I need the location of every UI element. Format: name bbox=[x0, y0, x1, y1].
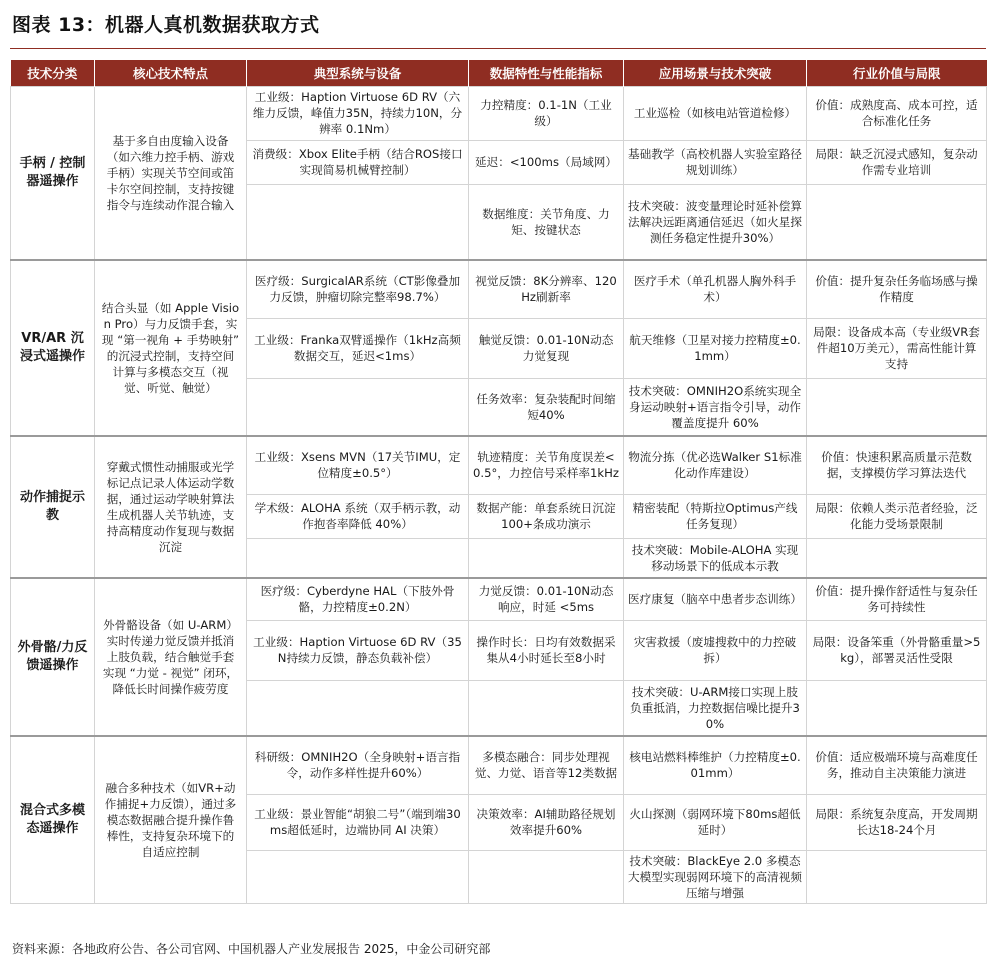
scene-cell: 基础教学（高校机器人实验室路径规划训练） bbox=[624, 140, 807, 184]
scene-cell: 技术突破：U-ARM接口实现上肢负重抵消，力控数据信噪比提升30% bbox=[624, 680, 807, 736]
header-cell: 应用场景与技术突破 bbox=[624, 60, 807, 86]
feature-cell: 融合多种技术（如VR+动作捕捉+力反馈），通过多模态数据融合提升操作鲁棒性，支持复杂环境下的自适应控制 bbox=[95, 736, 247, 903]
data-table bbox=[10, 60, 987, 904]
value-cell: 局限：系统复杂度高，开发周期长达18-24个月 bbox=[807, 794, 987, 850]
system-cell: 工业级：Xsens MVN（17关节IMU，定位精度±0.5°） bbox=[247, 436, 469, 494]
source-note: 资料来源：各地政府公告、各公司官网、中国机器人产业发展报告 2025，中金公司研究部 bbox=[12, 942, 491, 956]
system-cell bbox=[247, 680, 469, 736]
data-cell: 延迟：<100ms（局域网） bbox=[469, 140, 624, 184]
value-cell: 局限：缺乏沉浸式感知，复杂动作需专业培训 bbox=[807, 140, 987, 184]
value-cell: 局限：设备成本高（专业级VR套件超10万美元），需高性能计算支持 bbox=[807, 318, 987, 378]
category-cell: 外骨骼/力反馈遥操作 bbox=[11, 578, 95, 736]
system-cell: 工业级：Franka双臂遥操作（1kHz高频数据交互，延迟<1ms） bbox=[247, 318, 469, 378]
header-row bbox=[11, 60, 987, 86]
data-cell: 决策效率：AI辅助路径规划效率提升60% bbox=[469, 794, 624, 850]
header-cell: 数据特性与性能指标 bbox=[469, 60, 624, 86]
value-cell bbox=[807, 850, 987, 903]
scene-cell: 物流分拣（优必选Walker S1标准化动作库建设） bbox=[624, 436, 807, 494]
feature-cell: 基于多自由度输入设备（如六维力控手柄、游戏手柄）实现关节空间或笛卡尔空间控制，支持按键指令与连续动作混合输入 bbox=[95, 86, 247, 260]
header-cell: 核心技术特点 bbox=[95, 60, 247, 86]
category-cell: 动作捕捉示教 bbox=[11, 436, 95, 578]
value-cell: 价值：成熟度高、成本可控，适合标准化任务 bbox=[807, 86, 987, 140]
scene-cell: 技术突破：波变量理论时延补偿算法解决远距离通信延迟（如火星探测任务稳定性提升30%） bbox=[624, 184, 807, 260]
scene-cell: 工业巡检（如核电站管道检修） bbox=[624, 86, 807, 140]
scene-cell: 核电站燃料棒维护（力控精度±0.01mm） bbox=[624, 736, 807, 794]
title-divider bbox=[10, 48, 986, 49]
value-cell bbox=[807, 184, 987, 260]
value-cell bbox=[807, 680, 987, 736]
data-cell bbox=[469, 850, 624, 903]
feature-cell: 外骨骼设备（如 U-ARM）实时传递力觉反馈并抵消上肢负载，结合触觉手套实现 “力觉 - 视觉” 闭环，降低长时间操作疲劳度 bbox=[95, 578, 247, 736]
system-cell bbox=[247, 850, 469, 903]
table-row bbox=[11, 736, 987, 794]
scene-cell: 技术突破：BlackEye 2.0 多模态大模型实现弱网环境下的高清视频压缩与增强 bbox=[624, 850, 807, 903]
scene-cell: 航天维修（卫星对接力控精度±0.1mm） bbox=[624, 318, 807, 378]
system-cell: 工业级：Haption Virtuose 6D RV（六维力反馈，峰值力35N，持续力10N，分辨率 0.1Nm） bbox=[247, 86, 469, 140]
system-cell: 医疗级：Cyberdyne HAL（下肢外骨骼，力控精度±0.2N） bbox=[247, 578, 469, 620]
category-cell: 混合式多模态遥操作 bbox=[11, 736, 95, 903]
header-cell: 技术分类 bbox=[11, 60, 95, 86]
value-cell: 价值：提升复杂任务临场感与操作精度 bbox=[807, 260, 987, 318]
system-cell: 工业级：景业智能“胡狼二号”（端到端30ms超低延时，边端协同 AI 决策） bbox=[247, 794, 469, 850]
page-title: 图表 13：机器人真机数据获取方式 bbox=[12, 14, 320, 36]
system-cell: 医疗级：SurgicalAR系统（CT影像叠加力反馈，肿瘤切除完整率98.7%） bbox=[247, 260, 469, 318]
category-cell: 手柄 / 控制器遥操作 bbox=[11, 86, 95, 260]
system-cell: 科研级：OMNIH2O（全身映射+语言指令，动作多样性提升60%） bbox=[247, 736, 469, 794]
value-cell: 价值：快速积累高质量示范数据，支撑模仿学习算法迭代 bbox=[807, 436, 987, 494]
system-cell bbox=[247, 378, 469, 436]
table-row bbox=[11, 86, 987, 140]
system-cell: 消费级：Xbox Elite手柄（结合ROS接口实现简易机械臂控制） bbox=[247, 140, 469, 184]
value-cell: 价值：提升操作舒适性与复杂任务可持续性 bbox=[807, 578, 987, 620]
scene-cell: 灾害救援（废墟搜救中的力控破拆） bbox=[624, 620, 807, 680]
scene-cell: 火山探测（弱网环境下80ms超低延时） bbox=[624, 794, 807, 850]
data-cell: 力觉反馈：0.01-10N动态响应，时延 <5ms bbox=[469, 578, 624, 620]
value-cell: 局限：依赖人类示范者经验，泛化能力受场景限制 bbox=[807, 494, 987, 538]
system-cell: 学术级：ALOHA 系统（双手柄示教，动作抱沓率降低 40%） bbox=[247, 494, 469, 538]
table-row bbox=[11, 436, 987, 494]
scene-cell: 精密装配（特斯拉Optimus产线任务复现） bbox=[624, 494, 807, 538]
scene-cell: 医疗康复（脑卒中患者步态训练） bbox=[624, 578, 807, 620]
data-cell: 多模态融合：同步处理视觉、力觉、语音等12类数据 bbox=[469, 736, 624, 794]
data-cell: 力控精度：0.1-1N（工业级） bbox=[469, 86, 624, 140]
header-cell: 行业价值与局限 bbox=[807, 60, 987, 86]
data-cell: 操作时长：日均有效数据采集从4小时延长至8小时 bbox=[469, 620, 624, 680]
value-cell: 局限：设备笨重（外骨骼重量>5kg），部署灵活性受限 bbox=[807, 620, 987, 680]
data-cell bbox=[469, 680, 624, 736]
data-cell: 任务效率：复杂装配时间缩短40% bbox=[469, 378, 624, 436]
data-cell bbox=[469, 538, 624, 578]
data-cell: 数据产能：单套系统日沉淀 100+条成功演示 bbox=[469, 494, 624, 538]
data-cell: 视觉反馈：8K分辨率、120Hz刷新率 bbox=[469, 260, 624, 318]
table-row bbox=[11, 260, 987, 318]
value-cell bbox=[807, 378, 987, 436]
system-cell: 工业级：Haption Virtuose 6D RV（35N持续力反馈，静态负载补偿） bbox=[247, 620, 469, 680]
data-cell: 触觉反馈：0.01-10N动态力觉复现 bbox=[469, 318, 624, 378]
value-cell: 价值：适应极端环境与高难度任务，推动自主决策能力演进 bbox=[807, 736, 987, 794]
scene-cell: 技术突破：OMNIH2O系统实现全身运动映射+语言指令引导，动作覆盖度提升 60% bbox=[624, 378, 807, 436]
feature-cell: 穿戴式惯性动捕服或光学标记点记录人体运动学数据，通过运动学映射算法生成机器人关节轨迹，支持高精度动作复现与数据沉淀 bbox=[95, 436, 247, 578]
scene-cell: 医疗手术（单孔机器人胸外科手术） bbox=[624, 260, 807, 318]
table-row bbox=[11, 578, 987, 620]
header-cell: 典型系统与设备 bbox=[247, 60, 469, 86]
category-cell: VR/AR 沉浸式遥操作 bbox=[11, 260, 95, 436]
feature-cell: 结合头显（如 Apple Vision Pro）与力反馈手套，实现 “第一视角 + 手势映射” 的沉浸式控制，支持空间计算与多模态交互（视觉、听觉、触觉） bbox=[95, 260, 247, 436]
system-cell bbox=[247, 538, 469, 578]
value-cell bbox=[807, 538, 987, 578]
data-cell: 轨迹精度：关节角度误差<0.5°，力控信号采样率1kHz bbox=[469, 436, 624, 494]
scene-cell: 技术突破：Mobile-ALOHA 实现移动场景下的低成本示教 bbox=[624, 538, 807, 578]
system-cell bbox=[247, 184, 469, 260]
data-cell: 数据维度：关节角度、力矩、按键状态 bbox=[469, 184, 624, 260]
